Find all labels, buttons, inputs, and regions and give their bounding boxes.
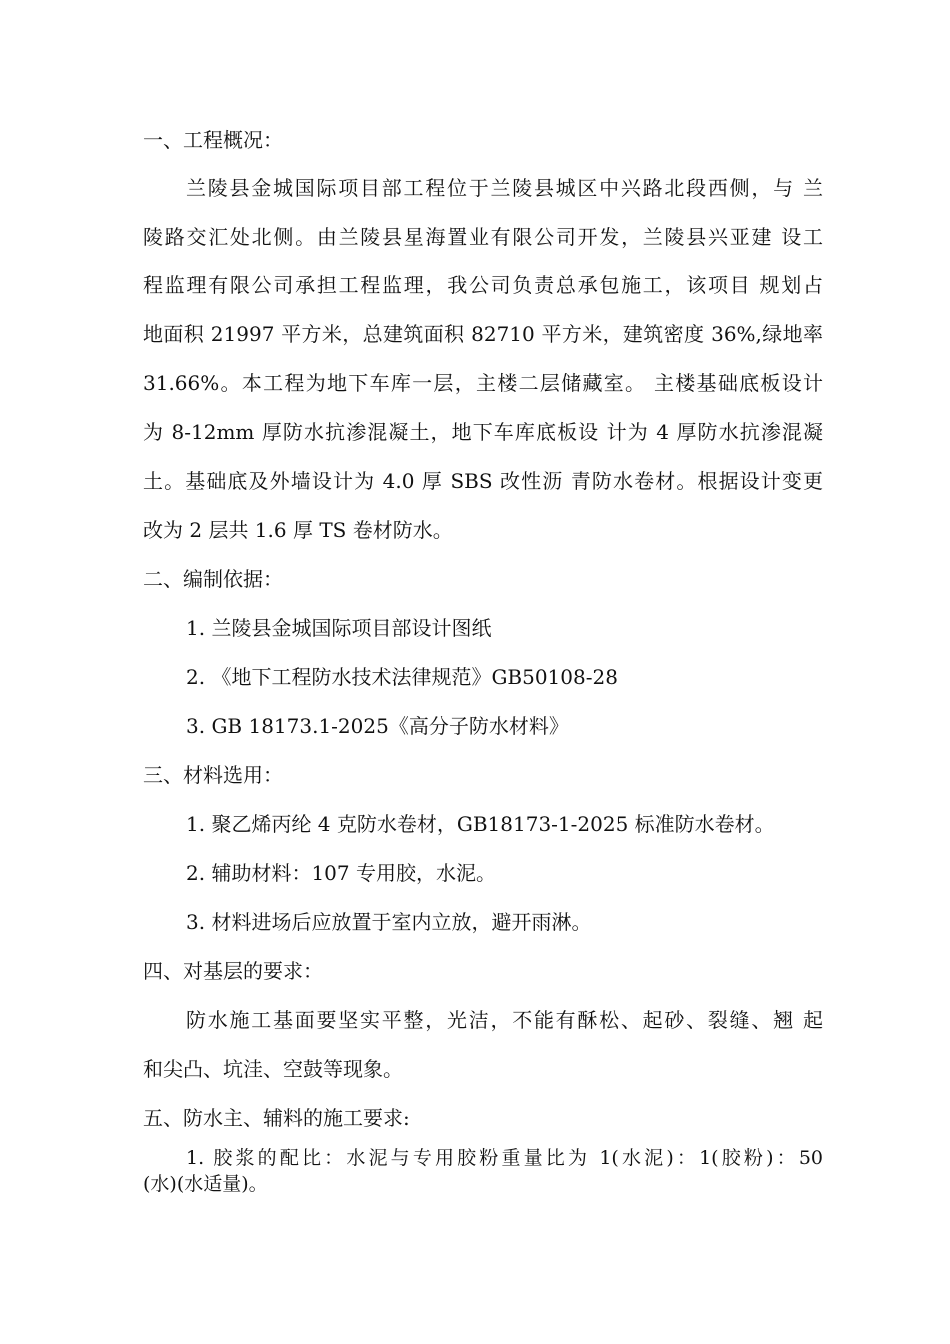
section-3-heading: 三、材料选用： [143,763,283,787]
section-1-paragraph-line-8: 改为 2 层共 1.6 厚 TS 卷材防水。 [143,518,453,542]
section-4-heading: 四、对基层的要求： [143,959,323,983]
section-5-heading: 五、防水主、辅料的施工要求: [143,1106,410,1130]
section-3-item-3: 3. 材料进场后应放置于室内立放，避开雨淋。 [186,910,592,934]
section-1-paragraph-line-4: 地面积 21997 平方米，总建筑面积 82710 平方米，建筑密度 36%,绿地率 [143,322,823,346]
section-1-paragraph-line-2: 陵路交汇处北侧。由兰陵县星海置业有限公司开发，兰陵县兴亚建 设工 [143,225,823,249]
section-4-paragraph-line-2: 和尖凸、坑洼、空鼓等现象。 [143,1057,403,1081]
section-3-item-2: 2. 辅助材料：107 专用胶，水泥。 [186,861,496,885]
section-5-item-1-line-1: 1. 胶浆的配比：水泥与专用胶粉重量比为 1(水泥)：1(胶粉)：50 [186,1147,823,1169]
section-4-paragraph-line-1: 防水施工基面要坚实平整，光洁，不能有酥松、起砂、裂缝、翘 起 [186,1008,823,1032]
section-2-item-3: 3. GB 18173.1-2025《高分子防水材料》 [186,714,569,738]
section-1-paragraph-line-5: 31.66%。本工程为地下车库一层，主楼二层储藏室。 主楼基础底板设计 [143,371,823,395]
section-2-item-1: 1. 兰陵县金城国际项目部设计图纸 [186,616,492,640]
section-1-paragraph-line-7: 土。基础底及外墙设计为 4.0 厚 SBS 改性沥 青防水卷材。根据设计变更 [143,469,823,493]
section-1-paragraph-line-6: 为 8-12mm 厚防水抗渗混凝土，地下车库底板设 计为 4 厚防水抗渗混凝 [143,420,823,444]
section-1-heading: 一、工程概况： [143,128,283,152]
section-3-item-1: 1. 聚乙烯丙纶 4 克防水卷材，GB18173-1-2025 标准防水卷材。 [186,812,775,836]
section-2-heading: 二、编制依据： [143,567,283,591]
section-1-paragraph-line-3: 程监理有限公司承担工程监理，我公司负责总承包施工，该项目 规划占 [143,273,823,297]
section-2-item-2: 2. 《地下工程防水技术法律规范》GB50108-28 [186,665,618,689]
section-1-paragraph-line-1: 兰陵县金城国际项目部工程位于兰陵县城区中兴路北段西侧，与 兰 [186,176,823,200]
section-5-item-1-line-2: (水)(水适量)。 [143,1173,268,1195]
